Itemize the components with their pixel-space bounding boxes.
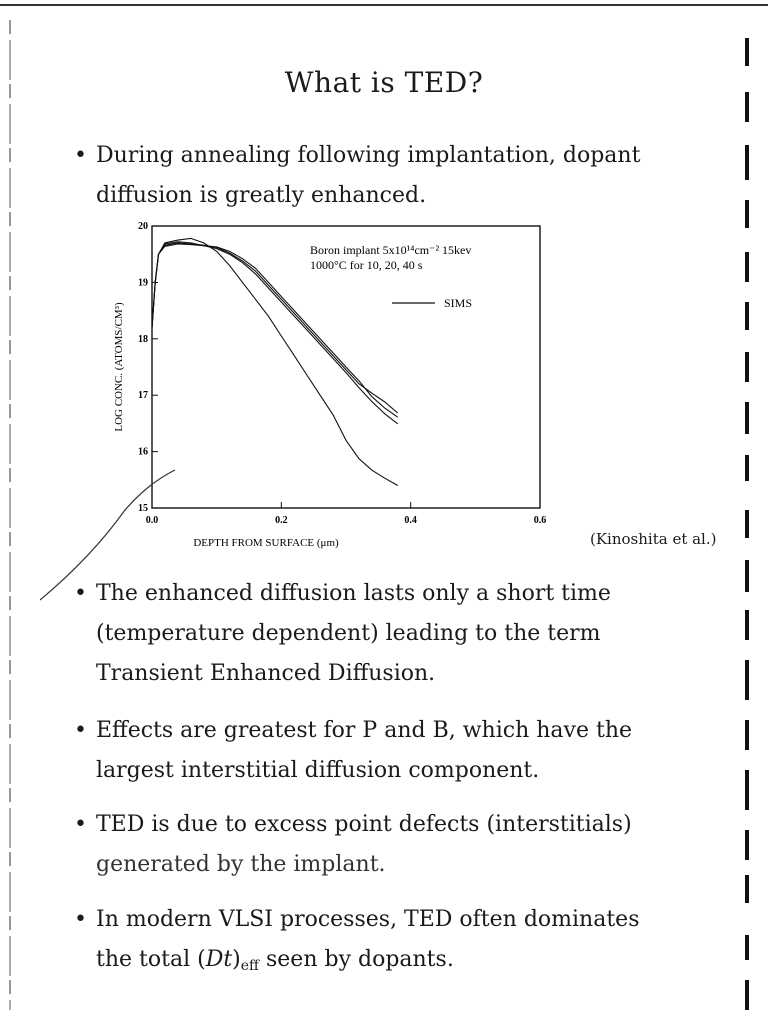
bullet-line: Transient Enhanced Diffusion.	[96, 661, 436, 686]
bullet-symbol: •	[74, 907, 87, 932]
bullet-symbol: •	[74, 143, 87, 168]
math-subscript: eff	[240, 958, 259, 974]
text-run: )	[232, 947, 241, 972]
bullet-line: During annealing following implantation, dopant	[96, 143, 641, 168]
y-tick-label: 19	[138, 277, 148, 289]
x-tick-label: 0.4	[404, 515, 417, 526]
bullet-line: In modern VLSI processes, TED often dominates	[96, 907, 640, 932]
y-tick-label: 15	[138, 503, 148, 514]
text-run: the total (	[96, 947, 206, 972]
x-axis-label: DEPTH FROM SURFACE (μm)	[193, 537, 339, 549]
bullet-line: largest interstitial diffusion component.	[96, 758, 540, 783]
bullet-item	[74, 574, 694, 694]
bullet-symbol: •	[74, 581, 87, 606]
y-axis-label: LOG CONC. (ATOMS/CM³)	[113, 302, 125, 432]
data-series-line	[152, 238, 398, 485]
math-dt: Dt	[205, 947, 233, 972]
citation	[590, 530, 716, 548]
text-run: seen by dopants.	[259, 947, 454, 972]
page-title: What is TED?	[284, 66, 484, 99]
bullet-item	[74, 136, 694, 216]
y-tick-label: 16	[138, 446, 148, 458]
bullet-line: Effects are greatest for P and B, which have the	[96, 718, 633, 743]
citation-text: (Kinoshita et al.)	[590, 530, 717, 548]
legend-label: SIMS	[444, 296, 473, 310]
bullet-symbol: •	[74, 718, 87, 743]
y-tick-label: 18	[138, 333, 148, 345]
scan-edge-marks-right	[742, 30, 752, 1010]
bullet-line: TED is due to excess point defects (interstitials)	[96, 812, 632, 837]
bullet-symbol: •	[74, 812, 87, 837]
bullet-line: The enhanced diffusion lasts only a short time	[96, 581, 611, 606]
top-border	[0, 4, 768, 6]
bullet-line	[96, 940, 694, 986]
x-tick-label: 0.2	[275, 515, 288, 526]
bullet-item	[74, 805, 694, 885]
chart-annotation: 1000°C for 10, 20, 40 s	[310, 258, 423, 272]
bullet-item	[74, 900, 694, 986]
y-tick-label: 17	[138, 390, 148, 402]
bullet-line: (temperature dependent) leading to the term	[96, 621, 601, 646]
x-tick-label: 0.0	[145, 515, 159, 526]
y-tick-label: 20	[138, 221, 148, 232]
bullet-item	[74, 711, 694, 791]
bullet-line: generated by the implant.	[96, 852, 386, 877]
scan-edge-left	[9, 20, 11, 1010]
bullet-line: diffusion is greatly enhanced.	[96, 183, 427, 208]
chart-annotation: Boron implant 5x10¹⁴cm⁻² 15kev	[310, 243, 472, 257]
x-tick-label: 0.6	[533, 515, 547, 526]
